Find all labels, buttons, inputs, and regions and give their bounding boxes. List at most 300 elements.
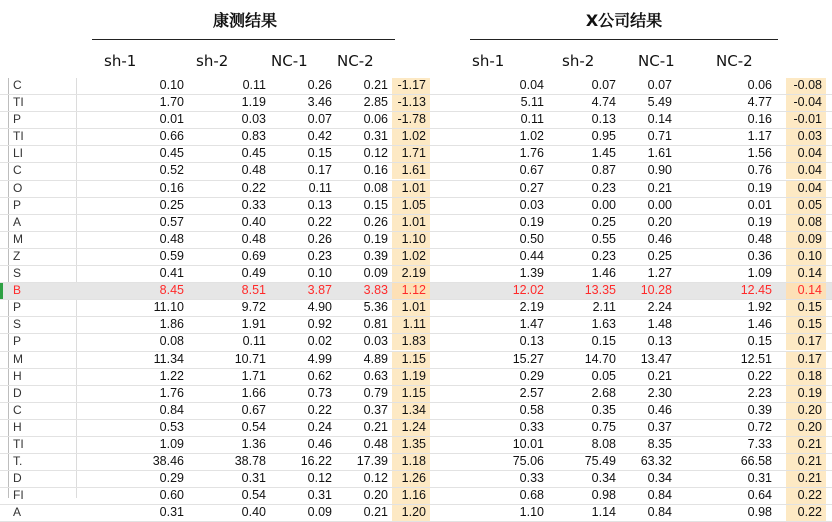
value-cell: 0.15 <box>591 334 616 349</box>
value-cell: 0.11 <box>242 78 266 92</box>
ratio-cell: 1.26 <box>392 471 430 487</box>
ratio-cell: 1.15 <box>392 352 430 368</box>
ratio-cell: 1.01 <box>392 215 430 231</box>
ratio-cell: 1.15 <box>392 386 430 402</box>
value-cell: 12.02 <box>512 283 544 298</box>
value-cell: 2.24 <box>647 300 672 315</box>
value-cell: 0.21 <box>363 419 388 434</box>
value-cell: 0.48 <box>747 231 772 246</box>
ratio-cell: 1.12 <box>392 283 430 299</box>
value-cell: 0.12 <box>363 146 388 161</box>
value-cell: 0.26 <box>307 231 332 246</box>
value-cell: 11.34 <box>153 351 184 366</box>
value-cell: 1.76 <box>159 385 184 400</box>
value-cell: 0.40 <box>241 214 266 229</box>
ratio-cell: 0.04 <box>786 163 826 179</box>
ratio-cell: 0.20 <box>786 403 826 419</box>
value-cell: 0.20 <box>647 214 672 229</box>
value-cell: 1.86 <box>159 317 184 332</box>
value-cell: 0.39 <box>747 402 772 417</box>
ratio-cell: 0.03 <box>786 129 826 145</box>
value-cell: 0.75 <box>591 419 616 434</box>
row-label: FI <box>13 488 24 503</box>
value-cell: 0.55 <box>591 231 616 246</box>
ratio-cell: 1.34 <box>392 403 430 419</box>
value-cell: 0.08 <box>363 180 388 195</box>
value-cell: 0.67 <box>241 402 266 417</box>
value-cell: 0.22 <box>747 368 772 383</box>
value-cell: 0.98 <box>591 488 616 503</box>
table-row[interactable] <box>0 403 832 420</box>
ratio-cell: 0.22 <box>786 505 826 521</box>
value-cell: 13.35 <box>584 283 616 298</box>
value-cell: 0.20 <box>363 488 388 503</box>
value-cell: 0.46 <box>647 231 672 246</box>
ratio-cell: 0.04 <box>786 146 826 162</box>
value-cell: 2.85 <box>363 95 388 110</box>
value-cell: 1.02 <box>519 129 544 144</box>
ratio-cell: 1.02 <box>392 129 430 145</box>
ratio-cell: 0.10 <box>786 249 826 265</box>
row-label: TI <box>13 95 24 110</box>
value-cell: 2.57 <box>519 385 544 400</box>
value-cell: 0.31 <box>363 129 388 144</box>
value-cell: 5.11 <box>520 95 544 110</box>
right-title-underline <box>470 39 778 40</box>
data-table <box>0 78 832 522</box>
row-label: A <box>13 505 22 520</box>
value-cell: 1.22 <box>159 368 184 383</box>
value-cell: 0.40 <box>241 505 266 520</box>
column-header-right-sh-2: sh-2 <box>562 52 595 70</box>
value-cell: 0.15 <box>747 334 772 349</box>
ratio-cell: 0.14 <box>786 283 826 299</box>
ratio-cell: 0.17 <box>786 334 826 350</box>
value-cell: 0.25 <box>647 248 672 263</box>
value-cell: 0.34 <box>591 471 616 486</box>
table-row[interactable] <box>0 112 832 129</box>
value-cell: 0.48 <box>363 436 388 451</box>
value-cell: 0.59 <box>159 248 184 263</box>
row-label: D <box>13 471 22 486</box>
row-label: TI <box>13 129 24 144</box>
column-header-right-nc-1: NC-1 <box>638 52 675 70</box>
table-row[interactable] <box>0 283 832 300</box>
value-cell: 2.23 <box>747 385 772 400</box>
ratio-cell: 0.21 <box>786 437 826 453</box>
value-cell: 4.89 <box>363 351 388 366</box>
left-title: 康测结果 <box>212 11 277 30</box>
value-cell: 0.48 <box>241 163 266 178</box>
value-cell: 5.49 <box>647 95 672 110</box>
value-cell: 0.53 <box>159 419 184 434</box>
value-cell: 0.57 <box>159 214 184 229</box>
value-cell: 0.11 <box>242 334 266 349</box>
value-cell: 1.19 <box>241 95 266 110</box>
ratio-cell: 1.01 <box>392 300 430 316</box>
value-cell: 0.50 <box>519 231 544 246</box>
value-cell: 0.34 <box>647 471 672 486</box>
value-cell: 0.39 <box>363 248 388 263</box>
value-cell: 0.15 <box>307 146 332 161</box>
value-cell: 1.63 <box>591 317 616 332</box>
value-cell: 7.33 <box>747 436 772 451</box>
column-header-left-nc-1: NC-1 <box>271 52 308 70</box>
value-cell: 0.13 <box>591 112 616 127</box>
ratio-cell: 0.18 <box>786 369 826 385</box>
value-cell: 1.46 <box>747 317 772 332</box>
value-cell: 4.90 <box>307 300 332 315</box>
value-cell: 0.73 <box>307 385 332 400</box>
value-cell: 1.09 <box>747 266 772 281</box>
left-title-underline <box>92 39 395 40</box>
value-cell: 0.84 <box>647 488 672 503</box>
value-cell: 0.19 <box>519 214 544 229</box>
value-cell: 0.87 <box>591 163 616 178</box>
value-cell: 1.92 <box>747 300 772 315</box>
value-cell: 0.12 <box>307 471 332 486</box>
value-cell: 0.58 <box>519 402 544 417</box>
value-cell: 0.07 <box>647 78 672 92</box>
value-cell: 38.46 <box>152 454 184 469</box>
value-cell: 9.72 <box>241 300 266 315</box>
table-row[interactable] <box>0 249 832 266</box>
table-row[interactable] <box>0 129 832 146</box>
value-cell: 3.46 <box>307 95 332 110</box>
table-row[interactable] <box>0 505 832 522</box>
value-cell: 11.10 <box>153 300 184 315</box>
ratio-cell: -0.04 <box>786 95 826 111</box>
value-cell: 0.21 <box>363 78 388 92</box>
value-cell: 1.56 <box>747 146 772 161</box>
ratio-cell: 0.14 <box>786 266 826 282</box>
value-cell: 0.72 <box>747 419 772 434</box>
row-label: Z <box>13 248 21 263</box>
value-cell: 0.31 <box>241 471 266 486</box>
value-cell: 14.70 <box>584 351 616 366</box>
value-cell: 0.67 <box>519 163 544 178</box>
value-cell: 0.10 <box>307 266 332 281</box>
value-cell: 0.22 <box>241 180 266 195</box>
value-cell: 0.24 <box>307 419 332 434</box>
table-row[interactable] <box>0 215 832 232</box>
ratio-cell: 1.18 <box>392 454 430 470</box>
table-row[interactable] <box>0 163 832 180</box>
table-row[interactable] <box>0 420 832 437</box>
ratio-cell: 1.05 <box>392 198 430 214</box>
ratio-cell: -0.01 <box>786 112 826 128</box>
row-label: P <box>13 112 22 127</box>
value-cell: 0.17 <box>307 163 332 178</box>
value-cell: 0.62 <box>307 368 332 383</box>
ratio-cell: 1.71 <box>392 146 430 162</box>
table-row[interactable] <box>0 266 832 283</box>
ratio-cell: 1.10 <box>392 232 430 248</box>
row-label: C <box>13 163 22 178</box>
row-label: O <box>13 180 23 195</box>
value-cell: 17.39 <box>356 454 388 469</box>
value-cell: 0.60 <box>159 488 184 503</box>
value-cell: 1.70 <box>159 95 184 110</box>
value-cell: 0.64 <box>747 488 772 503</box>
table-row[interactable] <box>0 488 832 505</box>
table-row[interactable] <box>0 181 832 198</box>
table-row[interactable] <box>0 369 832 386</box>
table-row[interactable] <box>0 471 832 488</box>
value-cell: 1.46 <box>591 266 616 281</box>
row-label: S <box>13 317 22 332</box>
ratio-cell: 0.15 <box>786 300 826 316</box>
value-cell: 0.76 <box>747 163 772 178</box>
value-cell: 0.22 <box>307 214 332 229</box>
ratio-cell: 0.21 <box>786 471 826 487</box>
column-header-left-nc-2: NC-2 <box>337 52 374 70</box>
table-row[interactable] <box>0 334 832 351</box>
value-cell: 0.16 <box>363 163 388 178</box>
value-cell: 0.16 <box>159 180 184 195</box>
ratio-cell: 1.83 <box>392 334 430 350</box>
value-cell: 12.51 <box>740 351 772 366</box>
column-header-left-sh-1: sh-1 <box>104 52 137 70</box>
value-cell: 1.91 <box>241 317 266 332</box>
ratio-cell: -1.78 <box>392 112 430 128</box>
table-row[interactable] <box>0 95 832 112</box>
value-cell: 0.19 <box>747 180 772 195</box>
table-row[interactable] <box>0 454 832 471</box>
row-label: M <box>13 231 23 246</box>
value-cell: 0.08 <box>159 334 184 349</box>
value-cell: 0.25 <box>159 197 184 212</box>
value-cell: 0.13 <box>307 197 332 212</box>
row-label: H <box>13 419 22 434</box>
value-cell: 66.58 <box>740 454 772 469</box>
value-cell: 0.01 <box>747 197 772 212</box>
value-cell: 10.01 <box>512 436 544 451</box>
value-cell: 0.54 <box>241 488 266 503</box>
table-row[interactable] <box>0 146 832 163</box>
row-label: A <box>13 214 22 229</box>
value-cell: 0.21 <box>647 368 672 383</box>
row-label: B <box>13 283 22 298</box>
value-cell: 12.45 <box>740 283 772 298</box>
value-cell: 0.41 <box>159 266 184 281</box>
value-cell: 0.37 <box>647 419 672 434</box>
value-cell: 1.27 <box>647 266 672 281</box>
value-cell: 0.71 <box>647 129 672 144</box>
ratio-cell: 1.20 <box>392 505 430 521</box>
value-cell: 0.46 <box>307 436 332 451</box>
value-cell: 0.07 <box>307 112 332 127</box>
value-cell: 1.39 <box>519 266 544 281</box>
table-row[interactable] <box>0 198 832 215</box>
value-cell: 0.31 <box>307 488 332 503</box>
row-label: D <box>13 385 22 400</box>
value-cell: 1.76 <box>519 146 544 161</box>
value-cell: 2.68 <box>591 385 616 400</box>
value-cell: 0.33 <box>519 471 544 486</box>
value-cell: 10.28 <box>640 283 672 298</box>
value-cell: 0.06 <box>747 78 772 92</box>
row-label: T. <box>13 454 23 469</box>
row-label: LI <box>13 146 24 161</box>
value-cell: 0.83 <box>241 129 266 144</box>
table-row[interactable] <box>0 352 832 369</box>
value-cell: 0.48 <box>241 231 266 246</box>
value-cell: 0.02 <box>307 334 332 349</box>
value-cell: 2.19 <box>519 300 544 315</box>
value-cell: 0.49 <box>241 266 266 281</box>
value-cell: 38.78 <box>234 454 266 469</box>
value-cell: 0.26 <box>307 78 332 92</box>
column-header-left-sh-2: sh-2 <box>196 52 229 70</box>
ratio-cell: 0.21 <box>786 454 826 470</box>
ratio-cell: 1.01 <box>392 181 430 197</box>
value-cell: 0.42 <box>307 129 332 144</box>
value-cell: 3.83 <box>363 283 388 298</box>
value-cell: 0.37 <box>363 402 388 417</box>
table-row[interactable] <box>0 78 832 95</box>
row-label: C <box>13 402 22 417</box>
value-cell: 13.47 <box>640 351 672 366</box>
value-cell: 1.36 <box>241 436 266 451</box>
value-cell: 0.29 <box>159 471 184 486</box>
value-cell: 0.10 <box>159 78 184 92</box>
value-cell: 0.15 <box>363 197 388 212</box>
value-cell: 1.09 <box>159 436 184 451</box>
value-cell: 63.32 <box>640 454 672 469</box>
row-label: P <box>13 300 22 315</box>
value-cell: 2.11 <box>592 300 616 315</box>
value-cell: 0.06 <box>363 112 388 127</box>
value-cell: 0.19 <box>363 231 388 246</box>
value-cell: 0.01 <box>159 112 184 127</box>
ratio-cell: 0.17 <box>786 352 826 368</box>
row-label: S <box>13 266 22 281</box>
value-cell: 10.71 <box>234 351 266 366</box>
value-cell: 0.11 <box>308 180 332 195</box>
ratio-cell: 0.20 <box>786 420 826 436</box>
value-cell: 0.09 <box>307 505 332 520</box>
value-cell: 4.99 <box>307 351 332 366</box>
value-cell: 0.14 <box>647 112 672 127</box>
value-cell: 0.26 <box>363 214 388 229</box>
value-cell: 0.63 <box>363 368 388 383</box>
value-cell: 0.68 <box>519 488 544 503</box>
ratio-cell: 1.19 <box>392 369 430 385</box>
value-cell: 0.00 <box>591 197 616 212</box>
value-cell: 0.45 <box>241 146 266 161</box>
value-cell: 0.29 <box>519 368 544 383</box>
value-cell: 0.31 <box>747 471 772 486</box>
table-row[interactable] <box>0 300 832 317</box>
value-cell: 0.84 <box>647 505 672 520</box>
value-cell: 0.66 <box>159 129 184 144</box>
table-row[interactable] <box>0 386 832 403</box>
ratio-cell: 1.35 <box>392 437 430 453</box>
value-cell: 0.21 <box>647 180 672 195</box>
table-row[interactable] <box>0 317 832 334</box>
value-cell: 0.22 <box>307 402 332 417</box>
ratio-cell: -1.13 <box>392 95 430 111</box>
value-cell: 8.08 <box>591 436 616 451</box>
value-cell: 0.21 <box>363 505 388 520</box>
table-row[interactable] <box>0 437 832 454</box>
value-cell: 75.49 <box>584 454 616 469</box>
value-cell: 0.03 <box>519 197 544 212</box>
value-cell: 0.95 <box>591 129 616 144</box>
row-label: P <box>13 197 22 212</box>
value-cell: 0.23 <box>591 248 616 263</box>
value-cell: 0.81 <box>363 317 388 332</box>
value-cell: 0.03 <box>363 334 388 349</box>
value-cell: 3.87 <box>307 283 332 298</box>
value-cell: 1.14 <box>591 505 616 520</box>
value-cell: 8.35 <box>647 436 672 451</box>
selected-row-marker <box>0 283 3 299</box>
ratio-cell: -1.17 <box>392 78 430 94</box>
value-cell: 1.61 <box>647 146 672 161</box>
value-cell: 0.05 <box>591 368 616 383</box>
right-title: X公司结果 <box>585 11 663 30</box>
value-cell: 1.10 <box>519 505 544 520</box>
ratio-cell: 0.19 <box>786 386 826 402</box>
value-cell: 0.36 <box>747 248 772 263</box>
value-cell: 16.22 <box>300 454 332 469</box>
value-cell: 0.11 <box>520 112 544 127</box>
ratio-cell: 0.22 <box>786 488 826 504</box>
ratio-cell: 0.04 <box>786 181 826 197</box>
value-cell: 0.09 <box>363 266 388 281</box>
value-cell: 0.90 <box>647 163 672 178</box>
ratio-cell: 0.09 <box>786 232 826 248</box>
value-cell: 1.71 <box>241 368 266 383</box>
value-cell: 0.03 <box>241 112 266 127</box>
value-cell: 0.23 <box>591 180 616 195</box>
ratio-cell: 0.08 <box>786 215 826 231</box>
value-cell: 1.45 <box>591 146 616 161</box>
value-cell: 1.17 <box>747 129 772 144</box>
value-cell: 0.45 <box>159 146 184 161</box>
ratio-cell: 1.24 <box>392 420 430 436</box>
value-cell: 0.23 <box>307 248 332 263</box>
value-cell: 0.52 <box>159 163 184 178</box>
row-label: H <box>13 368 22 383</box>
value-cell: 4.77 <box>747 95 772 110</box>
ratio-cell: 0.05 <box>786 198 826 214</box>
value-cell: 0.19 <box>747 214 772 229</box>
value-cell: 0.33 <box>519 419 544 434</box>
column-header-right-sh-1: sh-1 <box>472 52 505 70</box>
value-cell: 0.16 <box>747 112 772 127</box>
value-cell: 0.44 <box>519 248 544 263</box>
value-cell: 75.06 <box>512 454 544 469</box>
value-cell: 0.54 <box>241 419 266 434</box>
table-row[interactable] <box>0 232 832 249</box>
value-cell: 0.04 <box>519 78 544 92</box>
column-header-right-nc-2: NC-2 <box>716 52 753 70</box>
ratio-cell: 0.15 <box>786 317 826 333</box>
value-cell: 0.31 <box>159 505 184 520</box>
value-cell: 8.45 <box>159 283 184 298</box>
value-cell: 0.48 <box>159 231 184 246</box>
value-cell: 0.92 <box>307 317 332 332</box>
value-cell: 0.12 <box>363 471 388 486</box>
value-cell: 0.79 <box>363 385 388 400</box>
row-label: P <box>13 334 22 349</box>
value-cell: 0.13 <box>519 334 544 349</box>
value-cell: 4.74 <box>591 95 616 110</box>
ratio-cell: -0.08 <box>786 78 826 94</box>
